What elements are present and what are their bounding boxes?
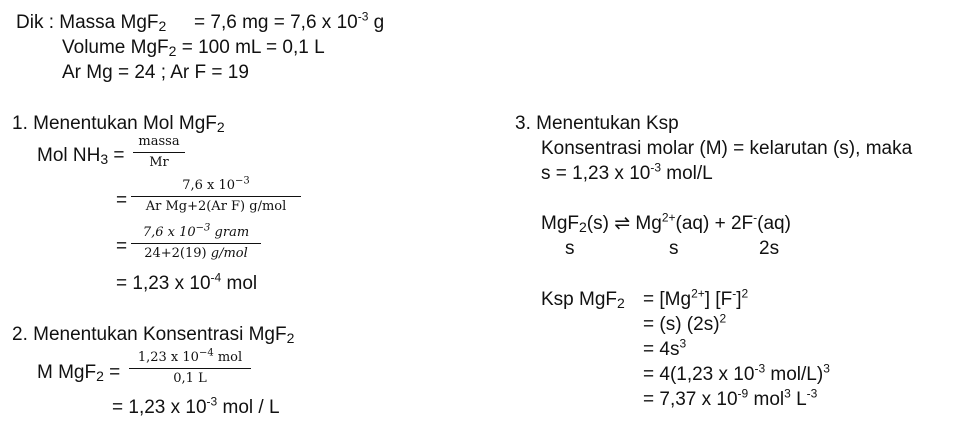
step3-title: 3. Menentukan Ksp — [515, 113, 679, 134]
step3-reaction: MgF2(s) ⇌ $Mg^{2+}(aq) + 2F^-(aq)$ — [541, 210, 791, 235]
step2-fraction: 1,23 x $10^{-4}$ mol 0,1 L — [129, 349, 251, 388]
ksp-line-3: = $4s^3$ — [643, 336, 687, 360]
step1-result: = 1,23 x $10^{-4}$ mol — [116, 270, 258, 294]
step1-lhs: Mol NH3 = — [37, 145, 125, 167]
step1-fraction-3: 7,6 x $10^{-3}$ gram 24+2(19) g/mol — [131, 224, 261, 263]
ksp-label: Ksp MgF2 — [541, 289, 625, 311]
step3-s3: 2s — [759, 238, 780, 259]
given-label: Dik : — [16, 12, 54, 33]
step2-title: 2. Menentukan Konsentrasi MgF2 — [12, 324, 295, 346]
step1-eq-3: = — [116, 236, 128, 257]
step2-result: = 1,23 x $10^{-3}$ mol / L — [112, 394, 280, 418]
given-mass-line: Dik : Massa MgF2 — [16, 12, 167, 34]
step3-s2: s — [669, 238, 679, 259]
step1-eq-2: = — [116, 190, 128, 211]
step1-fraction-2: 7,6 x $10^{-3}$ Ar Mg+2(Ar F) g/mol — [131, 177, 301, 216]
ksp-line-2: = (s) $(2s)^2$ — [643, 311, 727, 335]
ksp-line-4: = 4(1,23 x $10^{-3}$ mol/L)$^3$ — [643, 361, 830, 385]
mass-value: = 7,6 mg = 7,6 x $10^{-3}$ g — [194, 9, 385, 33]
ksp-line-1: = $[Mg^{2+}]$ $[F^-]^2$ — [643, 286, 749, 310]
ksp-line-5: = 7,37 x $10^{-9}$ mol$^3$ $L^{-3}$ — [643, 386, 818, 410]
step1-title: 1. Menentukan Mol MgF2 — [12, 113, 225, 135]
step3-line2: s = 1,23 x $10^{-3}$ mol/L — [541, 160, 713, 184]
mass-label: Massa MgF — [59, 12, 159, 33]
step3-line1: Konsentrasi molar (M) = kelarutan (s), maka — [541, 138, 913, 159]
step1-fraction-1: massa Mr — [133, 133, 185, 172]
given-ar-line: Ar Mg = 24 ; Ar F = 19 — [62, 62, 249, 83]
given-volume-line: Volume MgF2 = 100 mL = 0,1 L — [62, 37, 325, 59]
step3-s1: s — [565, 238, 575, 259]
step2-lhs: M MgF2 = — [37, 362, 121, 384]
